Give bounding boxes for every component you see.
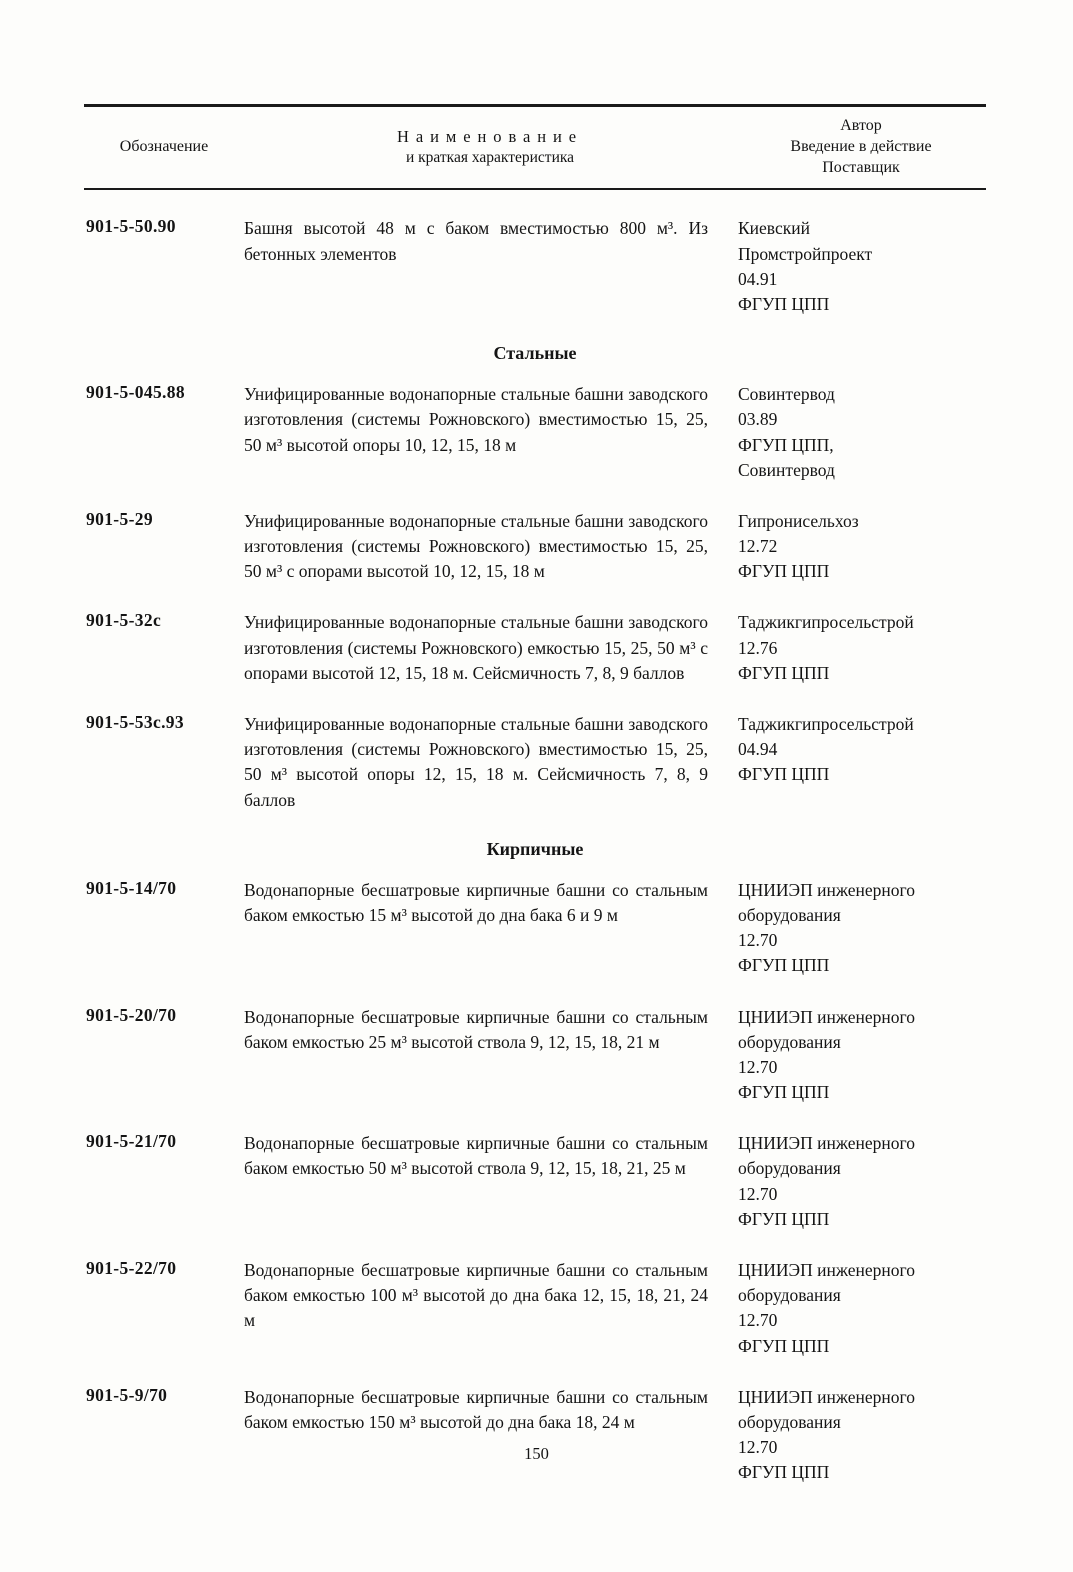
table-row: [84, 610, 986, 686]
row-author-line: ЦНИИЭП инженерного: [738, 1260, 915, 1281]
row-author-line: 03.89: [738, 409, 778, 430]
row-code: 901-5-53с.93: [86, 712, 184, 733]
row-author: [736, 1005, 986, 1106]
row-code: 901-5-045.88: [86, 382, 185, 403]
row-code: 901-5-50.90: [86, 216, 176, 237]
header-name-line1: Наименование: [397, 127, 583, 147]
table-row: [84, 216, 986, 317]
table-row: [84, 382, 986, 483]
row-description: Унифицированные водонапорные стальные башни заводского изготовления (системы Рожновского) вместимостью 15, 25, 50 м³ высотой опоры 12, 15, 18 м. Сейсмичность 7, 8, 9 баллов: [244, 714, 708, 810]
row-author-line: 12.70: [738, 1056, 778, 1077]
row-author-line: 12.76: [738, 637, 778, 658]
row-author-line: ФГУП ЦПП: [738, 1462, 830, 1483]
table-row: [84, 1005, 986, 1106]
row-author-line: оборудования: [738, 1411, 841, 1432]
row-code: 901-5-9/70: [86, 1384, 168, 1405]
row-author: [736, 1131, 986, 1232]
section-header: Кирпичные: [486, 838, 584, 859]
row-description: Башня высотой 48 м с баком вместимостью 800 м³. Из бетонных элементов: [244, 218, 708, 264]
row-description: Водонапорные бесшатровые кирпичные башни со стальным баком емкостью 150 м³ высотой до дна бака 18, 24 м: [244, 1386, 708, 1432]
row-author: [736, 712, 986, 813]
row-author: [736, 509, 986, 585]
table-row: [84, 878, 986, 979]
table-row: [84, 509, 986, 585]
table-body: [84, 190, 986, 1485]
row-author-line: 12.70: [738, 1437, 778, 1458]
row-author: [736, 610, 986, 686]
header-author-line2: Введение в действие: [790, 137, 932, 155]
table-row: [84, 1385, 986, 1486]
row-description: Унифицированные водонапорные стальные башни заводского изготовления (системы Рожновского) вместимостью 15, 25, 50 м³ с опорами высотой 10, 12, 15, 18 м: [244, 510, 708, 582]
row-code: 901-5-22/70: [86, 1258, 177, 1279]
row-author-line: ФГУП ЦПП: [738, 955, 830, 976]
row-author-line: ФГУП ЦПП: [738, 293, 830, 314]
row-author-line: оборудования: [738, 904, 841, 925]
row-author-line: оборудования: [738, 1158, 841, 1179]
row-author: [736, 1258, 986, 1359]
row-author-line: Совинтервод: [738, 384, 835, 405]
table-row: [84, 1258, 986, 1359]
row-code: 901-5-20/70: [86, 1004, 177, 1025]
row-author-line: ФГУП ЦПП: [738, 561, 830, 582]
row-author-line: оборудования: [738, 1285, 841, 1306]
row-author-line: 12.70: [738, 1183, 778, 1204]
row-author: [736, 1385, 986, 1486]
header-author-line3: Поставщик: [822, 158, 900, 176]
row-author-line: ФГУП ЦПП,: [738, 434, 834, 455]
page-number: 150: [524, 1444, 549, 1463]
row-description: Водонапорные бесшатровые кирпичные башни со стальным баком емкостью 15 м³ высотой до дна бака 6 и 9 м: [244, 879, 708, 925]
row-author: [736, 216, 986, 317]
row-description: Водонапорные бесшатровые кирпичные башни со стальным баком емкостью 25 м³ высотой ствола 9, 12, 15, 18, 21 м: [244, 1006, 708, 1052]
row-author: [736, 382, 986, 483]
row-author-line: Гипронисельхоз: [738, 510, 859, 531]
section-header: Стальные: [493, 343, 577, 364]
row-author: [736, 878, 986, 979]
row-author-line: ФГУП ЦПП: [738, 662, 830, 683]
table-row: [84, 1131, 986, 1232]
row-author-line: 12.70: [738, 930, 778, 951]
row-author-line: ЦНИИЭП инженерного: [738, 1386, 915, 1407]
row-code: 901-5-14/70: [86, 877, 177, 898]
row-author-line: ЦНИИЭП инженерного: [738, 1133, 915, 1154]
row-code: 901-5-29: [86, 508, 153, 529]
row-author-line: ФГУП ЦПП: [738, 1335, 830, 1356]
row-author-line: Киевский: [738, 218, 810, 239]
row-author-line: 12.72: [738, 536, 778, 557]
row-author-line: ЦНИИЭП инженерного: [738, 1006, 915, 1027]
table-row: [84, 712, 986, 813]
table: [84, 104, 986, 1512]
row-author-line: Таджикгипросельстрой: [738, 612, 914, 633]
header-name-line2: и краткая характеристика: [405, 148, 575, 166]
row-author-line: оборудования: [738, 1031, 841, 1052]
row-code: 901-5-32с: [86, 610, 162, 631]
row-author-line: ФГУП ЦПП: [738, 1082, 830, 1103]
row-code: 901-5-21/70: [86, 1131, 177, 1152]
row-author-line: Таджикгипросельстрой: [738, 714, 914, 735]
row-author-line: 12.70: [738, 1310, 778, 1331]
row-author-line: 04.94: [738, 739, 778, 760]
header-name: [244, 126, 736, 168]
row-description: Водонапорные бесшатровые кирпичные башни со стальным баком емкостью 100 м³ высотой до дна бака 12, 15, 18, 21, 24 м: [244, 1260, 708, 1331]
header-author: [736, 116, 986, 178]
row-author-line: Промстройпроект: [738, 243, 873, 264]
row-author-line: 04.91: [738, 268, 778, 289]
row-author-line: ФГУП ЦПП: [738, 1208, 830, 1229]
header-author-line1: Автор: [840, 117, 882, 134]
row-author-line: ФГУП ЦПП: [738, 764, 830, 785]
header-designation: Обозначение: [119, 137, 209, 155]
row-author-line: Совинтервод: [738, 459, 835, 480]
row-description: Унифицированные водонапорные стальные башни заводского изготовления (системы Рожновского) вместимостью 15, 25, 50 м³ высотой опоры 10, 12, 15, 18 м: [244, 384, 708, 455]
table-header: [84, 104, 986, 190]
row-author-line: ЦНИИЭП инженерного: [738, 879, 915, 900]
row-description: Водонапорные бесшатровые кирпичные башни со стальным баком емкостью 50 м³ высотой ствола 9, 12, 15, 18, 21, 25 м: [244, 1133, 708, 1179]
row-description: Унифицированные водонапорные стальные башни заводского изготовления (системы Рожновского) емкостью 15, 25, 50 м³ с опорами высотой 12, 15, 18 м. Сейсмичность 7, 8, 9 баллов: [244, 612, 708, 683]
